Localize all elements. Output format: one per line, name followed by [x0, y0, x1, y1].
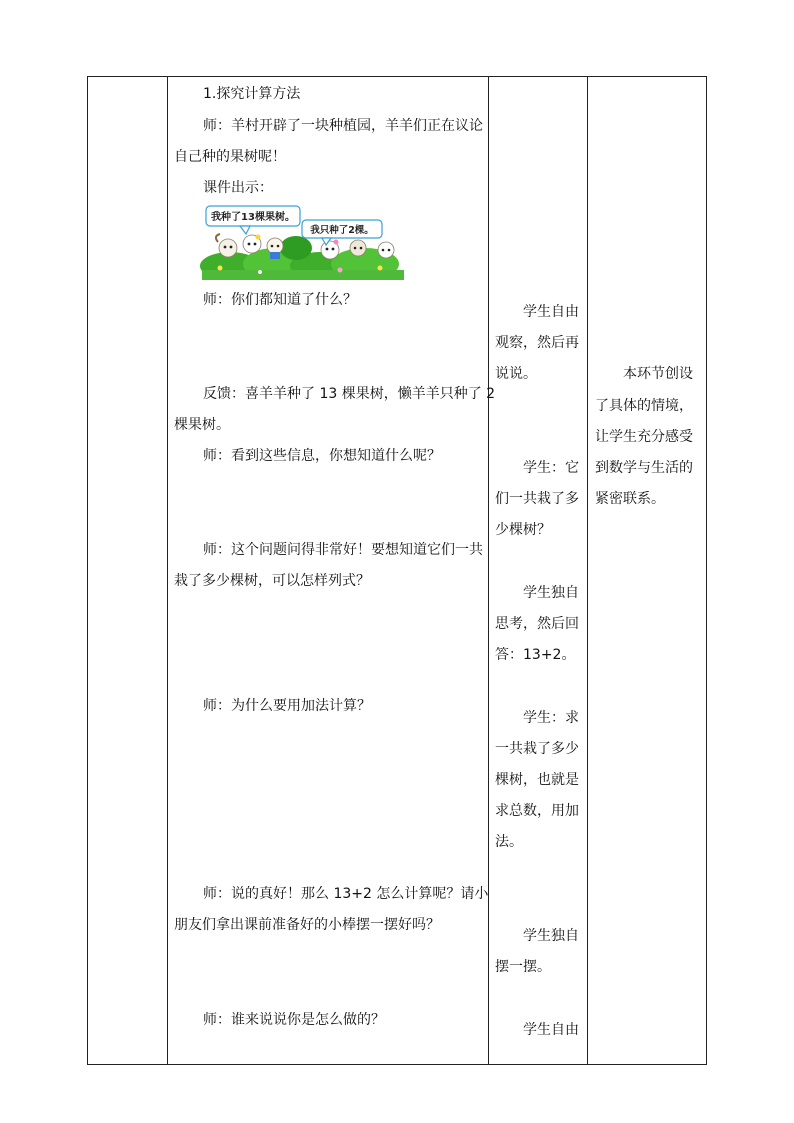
table-bottom-border — [87, 1064, 707, 1065]
teacher-line-cont: 朋友们拿出课前准备好的小棒摆一摆好吗？ — [174, 917, 440, 933]
sheep-figure — [350, 240, 366, 256]
student-response: 求总数，用加 — [495, 803, 579, 819]
teacher-line: 师：你们都知道了什么？ — [203, 292, 357, 308]
bubble-right-text: 我只种了2棵。 — [310, 225, 374, 236]
student-response: 思考，然后回 — [495, 616, 579, 632]
student-response: 答：13+2。 — [495, 647, 576, 663]
col-border-4 — [706, 76, 707, 1064]
feedback-line-cont: 棵果树。 — [174, 417, 230, 433]
student-response: 观察，然后再 — [495, 335, 579, 351]
sheep-figure — [378, 242, 394, 258]
student-response: 少棵树？ — [495, 522, 551, 538]
table-top-border — [87, 76, 707, 77]
student-response: 学生：求 — [523, 710, 579, 726]
sheep-garden-illustration — [200, 204, 406, 280]
col-border-1 — [167, 76, 168, 1064]
col-border-0 — [87, 76, 88, 1064]
speech-bubble-left — [206, 206, 300, 234]
design-intent-line: 到数学与生活的 — [595, 460, 693, 476]
col-border-3 — [587, 76, 588, 1064]
student-response: 棵树，也就是 — [495, 772, 579, 788]
design-intent-line: 本环节创设 — [623, 366, 693, 382]
student-response: 说说。 — [495, 366, 537, 382]
student-response: 们一共栽了多 — [495, 491, 579, 507]
col-border-2 — [488, 76, 489, 1064]
sheep-figure — [321, 240, 339, 260]
teacher-line-cont: 栽了多少棵树，可以怎样列式？ — [174, 573, 370, 589]
teacher-line: 师：为什么要用加法计算？ — [203, 698, 371, 714]
student-response: 学生独自 — [523, 928, 579, 944]
teacher-line: 师：说的真好！那么 13+2 怎么计算呢？请小 — [203, 886, 489, 902]
sheep-figure — [243, 235, 261, 254]
teacher-line: 师：这个问题问得非常好！要想知道它们一共 — [203, 542, 483, 558]
design-intent-line: 紧密联系。 — [595, 491, 665, 507]
teacher-line: 师：看到这些信息，你想知道什么呢？ — [203, 448, 441, 464]
student-response: 法。 — [495, 834, 523, 850]
student-response: 学生自由 — [523, 1022, 579, 1038]
bubble-left-text: 我种了13棵果树。 — [211, 212, 295, 223]
teacher-line: 师：羊村开辟了一块种植园，羊羊们正在议论 — [203, 118, 483, 134]
teacher-line: 课件出示： — [203, 180, 273, 196]
design-intent-line: 了具体的情境， — [595, 398, 693, 414]
student-response: 学生自由 — [523, 304, 579, 320]
speech-bubble-right — [302, 220, 382, 245]
student-response: 一共栽了多少 — [495, 741, 579, 757]
feedback-line: 反馈：喜羊羊种了 13 棵果树，懒羊羊只种了 2 — [203, 386, 496, 402]
student-response: 摆一摆。 — [495, 959, 551, 975]
student-response: 学生独自 — [523, 585, 579, 601]
teacher-line-cont: 自己种的果树呢！ — [174, 149, 286, 165]
section-heading: 1.探究计算方法 — [203, 86, 301, 102]
student-response: 学生：它 — [523, 460, 579, 476]
teacher-line: 师：谁来说说你是怎么做的？ — [203, 1012, 385, 1028]
design-intent-line: 让学生充分感受 — [595, 429, 693, 445]
